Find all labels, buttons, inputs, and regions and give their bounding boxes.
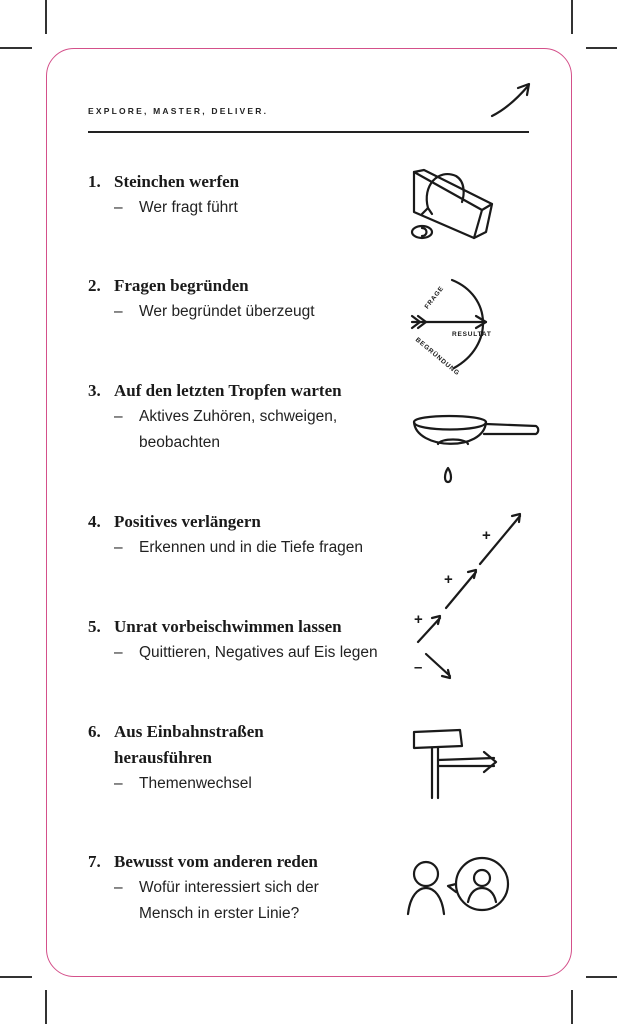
- item-subtitle: Themenwechsel: [139, 775, 252, 792]
- item-number: 2.: [88, 276, 101, 295]
- rising-arrows-icon: [408, 512, 528, 682]
- crop-mark: [571, 990, 573, 1024]
- item-subtitle: Erkennen und in die Tiefe fragen: [139, 539, 364, 556]
- dash: –: [114, 539, 123, 556]
- item-subtitle: Aktives Zuhören, schweigen, beobachten: [139, 408, 338, 451]
- item-subtitle: Quittieren, Negatives auf Eis legen: [139, 644, 378, 661]
- pan-drop-icon: [410, 412, 540, 484]
- item-title: Unrat vorbeischwimmen lassen: [114, 617, 342, 636]
- plus-sign: +: [414, 611, 423, 628]
- list-item: [88, 614, 378, 666]
- signpost-icon: [408, 728, 500, 800]
- dash: –: [114, 303, 123, 320]
- two-people-icon: [404, 854, 516, 920]
- item-title: Positives verlängern: [114, 512, 261, 531]
- item-subtitle: Wer fragt führt: [139, 199, 238, 216]
- crop-mark: [45, 990, 47, 1024]
- list-item: [88, 378, 342, 456]
- dash: –: [114, 644, 123, 661]
- item-title: Fragen begründen: [114, 276, 249, 295]
- item-number: 1.: [88, 172, 101, 191]
- list-item: [88, 273, 315, 325]
- minus-sign: –: [414, 659, 423, 676]
- item-subtitle: Wofür interessiert sich der Mensch in erster Linie?: [139, 879, 319, 922]
- plus-sign: +: [444, 571, 453, 588]
- list-item: [88, 169, 239, 221]
- bow-label-begruendung: BEGRÜNDUNG: [413, 336, 461, 378]
- list-item: [88, 719, 264, 797]
- item-number: 6.: [88, 722, 101, 741]
- bow-label-frage: FRAGE: [423, 285, 446, 311]
- item-title: Bewusst vom anderen reden: [114, 852, 318, 871]
- plus-sign: +: [482, 527, 491, 544]
- dash: –: [114, 879, 123, 896]
- tagline: EXPLORE, MASTER, DELIVER.: [88, 106, 269, 116]
- crop-mark: [0, 976, 32, 978]
- item-title: Steinchen werfen: [114, 172, 240, 191]
- item-number: 3.: [88, 381, 101, 400]
- crop-mark: [571, 0, 573, 34]
- dash: –: [114, 408, 123, 425]
- dash: –: [114, 199, 123, 216]
- header-rule: [88, 131, 529, 133]
- item-title: Auf den letzten Tropfen warten: [114, 381, 342, 400]
- item-title: Aus Einbahnstraßen herausführen: [114, 722, 264, 767]
- trend-arrow-icon: [488, 80, 533, 120]
- crop-mark: [0, 47, 32, 49]
- crop-mark: [45, 0, 47, 34]
- item-subtitle: Wer begründet überzeugt: [139, 303, 315, 320]
- item-number: 4.: [88, 512, 101, 531]
- bow-label-resultat: RESULTAT: [452, 331, 492, 338]
- crop-mark: [586, 47, 617, 49]
- item-number: 5.: [88, 617, 101, 636]
- list-item: [88, 509, 363, 561]
- stone-throw-icon: [408, 166, 492, 246]
- bow-arrow-icon: [408, 276, 492, 378]
- dash: –: [114, 775, 123, 792]
- list-item: [88, 849, 319, 927]
- crop-mark: [586, 976, 617, 978]
- item-number: 7.: [88, 852, 101, 871]
